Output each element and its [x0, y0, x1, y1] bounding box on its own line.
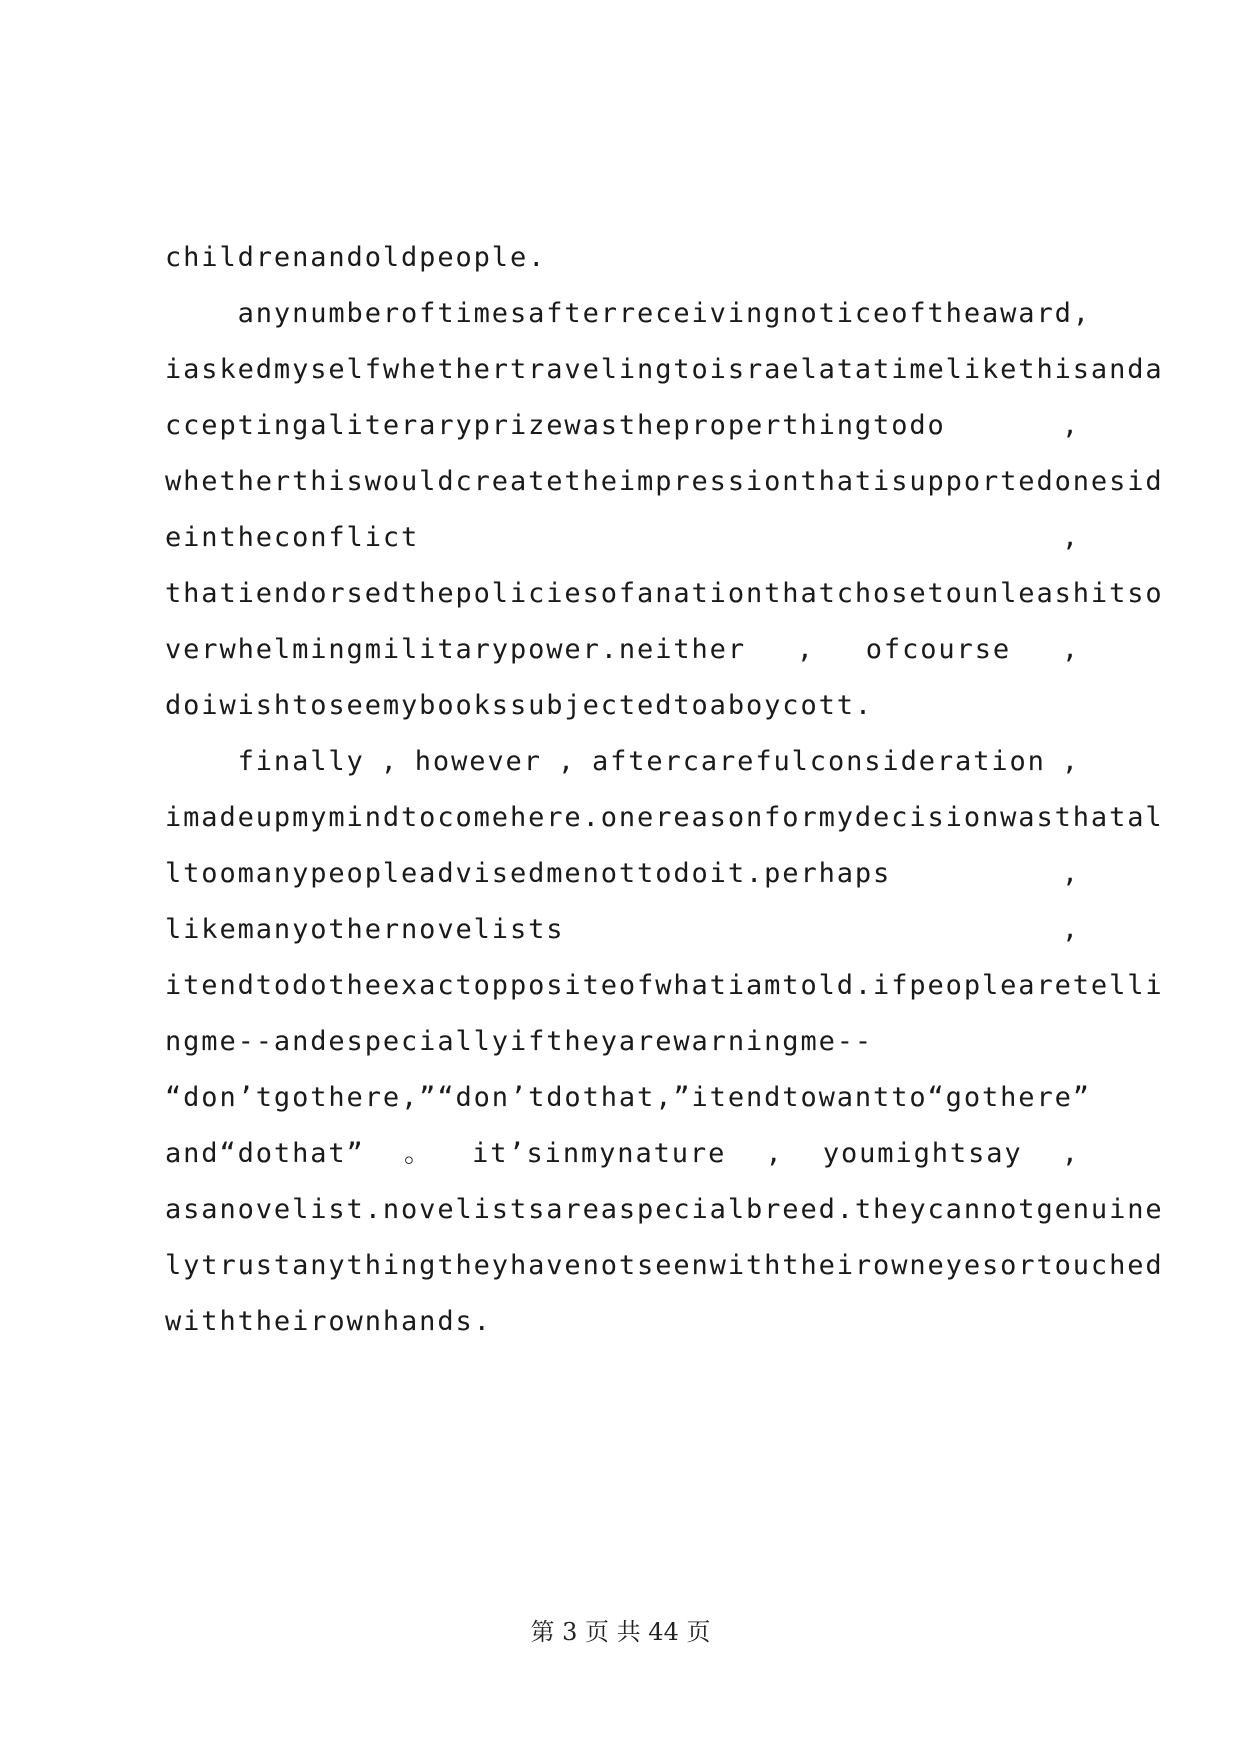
text-line	[165, 854, 1080, 894]
text-segment: eintheconflict	[165, 522, 420, 553]
text-segment: and“dothat”	[165, 1138, 365, 1169]
text-line	[165, 1190, 1164, 1230]
text-segment: ,	[1061, 522, 1080, 553]
text-segment: lytrustanythingtheyhavenotseenwiththeirowneyesortouched	[165, 1250, 1164, 1281]
text-segment: youmightsay	[822, 1138, 1023, 1169]
text-line	[165, 518, 1080, 558]
text-segment: anynumberoftimesafterreceivingnoticeoftheaward	[165, 298, 1073, 329]
text-line	[165, 1022, 1080, 1062]
text-line	[165, 1246, 1164, 1286]
text-line	[165, 1302, 1080, 1342]
text-line	[165, 1078, 1091, 1118]
text-line	[165, 574, 1164, 614]
text-line	[165, 630, 1080, 670]
text-line	[165, 798, 1164, 838]
text-line	[165, 294, 1091, 334]
text-segment: ltoomanypeopleadvisedmenottodoit.perhaps	[165, 858, 892, 889]
text-segment: cceptingaliteraryprizewastheproperthingtodo	[165, 410, 946, 441]
text-line	[165, 238, 1080, 278]
text-line	[165, 350, 1164, 390]
text-segment: ,	[1061, 1138, 1080, 1169]
text-segment: ,	[1061, 858, 1080, 889]
text-segment: finally	[165, 746, 365, 777]
text-segment: aftercarefulconsideration	[591, 746, 1046, 777]
text-segment: ,	[1061, 410, 1080, 441]
text-line	[165, 406, 1080, 446]
text-segment: ,	[1061, 914, 1080, 945]
text-line	[165, 966, 1164, 1006]
text-segment: thatiendorsedthepoliciesofanationthatchosetounleashitso	[165, 578, 1164, 609]
text-segment: ,	[557, 746, 576, 777]
text-segment: doiwishtoseemybookssubjectedtoaboycott.	[165, 690, 874, 721]
text-segment: 。	[403, 1138, 433, 1169]
text-segment: whetherthiswouldcreatetheimpressionthatisupportedonesid	[165, 466, 1164, 497]
text-line	[165, 910, 1080, 950]
text-line	[165, 686, 1080, 726]
text-segment: verwhelmingmilitarypower.neither	[165, 634, 746, 665]
text-segment: ofcourse	[865, 634, 1012, 665]
text-segment: however	[414, 746, 542, 777]
text-segment: ,	[796, 634, 815, 665]
text-segment: imadeupmymindtocomehere.onereasonformydecisionwasthatal	[165, 802, 1164, 833]
text-segment: childrenandoldpeople.	[165, 242, 547, 273]
text-segment: ,	[1072, 298, 1091, 329]
text-segment: “don’tgothere,”“don’tdothat,”itendtowantto“gothere”	[165, 1082, 1091, 1113]
text-segment: it’sinmynature	[472, 1138, 727, 1169]
text-segment: ,	[1061, 746, 1080, 777]
text-segment: itendtodotheexactoppositeofwhatiamtold.ifpeoplearetelli	[165, 970, 1164, 1001]
text-segment: iaskedmyselfwhethertravelingtoisraelatatimelikethisanda	[165, 354, 1164, 385]
text-line	[165, 462, 1164, 502]
text-segment: asanovelist.novelistsareaspecialbreed.theycannotgenuine	[165, 1194, 1164, 1225]
text-segment: ,	[765, 1138, 784, 1169]
text-line	[165, 1134, 1080, 1174]
page-number-footer: 第 3 页 共 44 页	[530, 1618, 711, 1646]
text-line	[165, 742, 1080, 782]
text-segment: ,	[1061, 634, 1080, 665]
text-segment: ,	[380, 746, 399, 777]
text-segment: ngme--andespeciallyiftheyarewarningme--	[165, 1026, 874, 1057]
text-segment: likemanyothernovelists	[165, 914, 565, 945]
text-segment: withtheirownhands.	[165, 1306, 492, 1337]
